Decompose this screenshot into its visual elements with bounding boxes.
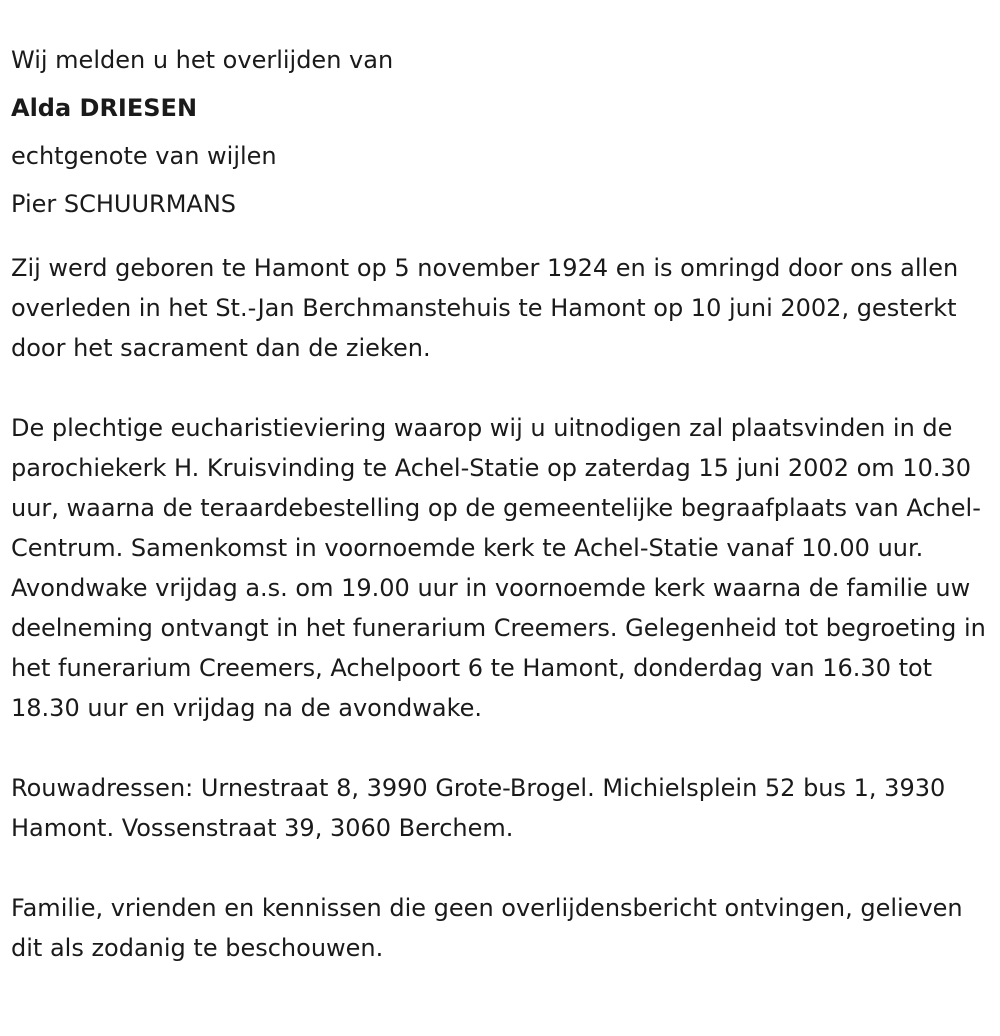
death-notice (11, 36, 995, 968)
ceremony-paragraph: De plechtige eucharistieviering waarop wij u uitnodigen zal plaatsvinden in de parochiekerk H. Kruisvinding te Achel-Statie op zaterdag 15 juni 2002 om 10.30 uur, waarna de teraardebestelling op de gemeentelijke begraafplaats van Achel-Centrum. Samenkomst in voornoemde kerk te Achel-Statie vanaf 10.00 uur. Avondwake vrijdag a.s. om 19.00 uur in voornoemde kerk waarna de familie uw deelneming ontvangt in het funerarium Creemers. Gelegenheid tot begroeting in het funerarium Creemers, Achelpoort 6 te Hamont, donderdag van 16.30 tot 18.30 uur en vrijdag na de avondwake. (11, 414, 986, 722)
closing-paragraph: Familie, vrienden en kennissen die geen overlijdensbericht ontvingen, gelieven dit als zodanig te beschouwen. (11, 894, 963, 962)
birth-death-paragraph: Zij werd geboren te Hamont op 5 november 1924 en is omringd door ons allen overleden in het St.-Jan Berchmanstehuis te Hamont op 10 juni 2002, gesterkt door het sacrament dan de zieken. (11, 254, 959, 362)
intro-line: Wij melden u het overlijden van (11, 46, 394, 74)
addresses-paragraph: Rouwadressen: Urnestraat 8, 3990 Grote-Brogel. Michielsplein 52 bus 1, 3930 Hamont. Vossenstraat 39, 3060 Berchem. (11, 774, 946, 842)
deceased-name: Alda DRIESEN (11, 94, 198, 122)
relation-line: echtgenote van wijlen (11, 142, 277, 170)
spouse-name: Pier SCHUURMANS (11, 190, 237, 218)
